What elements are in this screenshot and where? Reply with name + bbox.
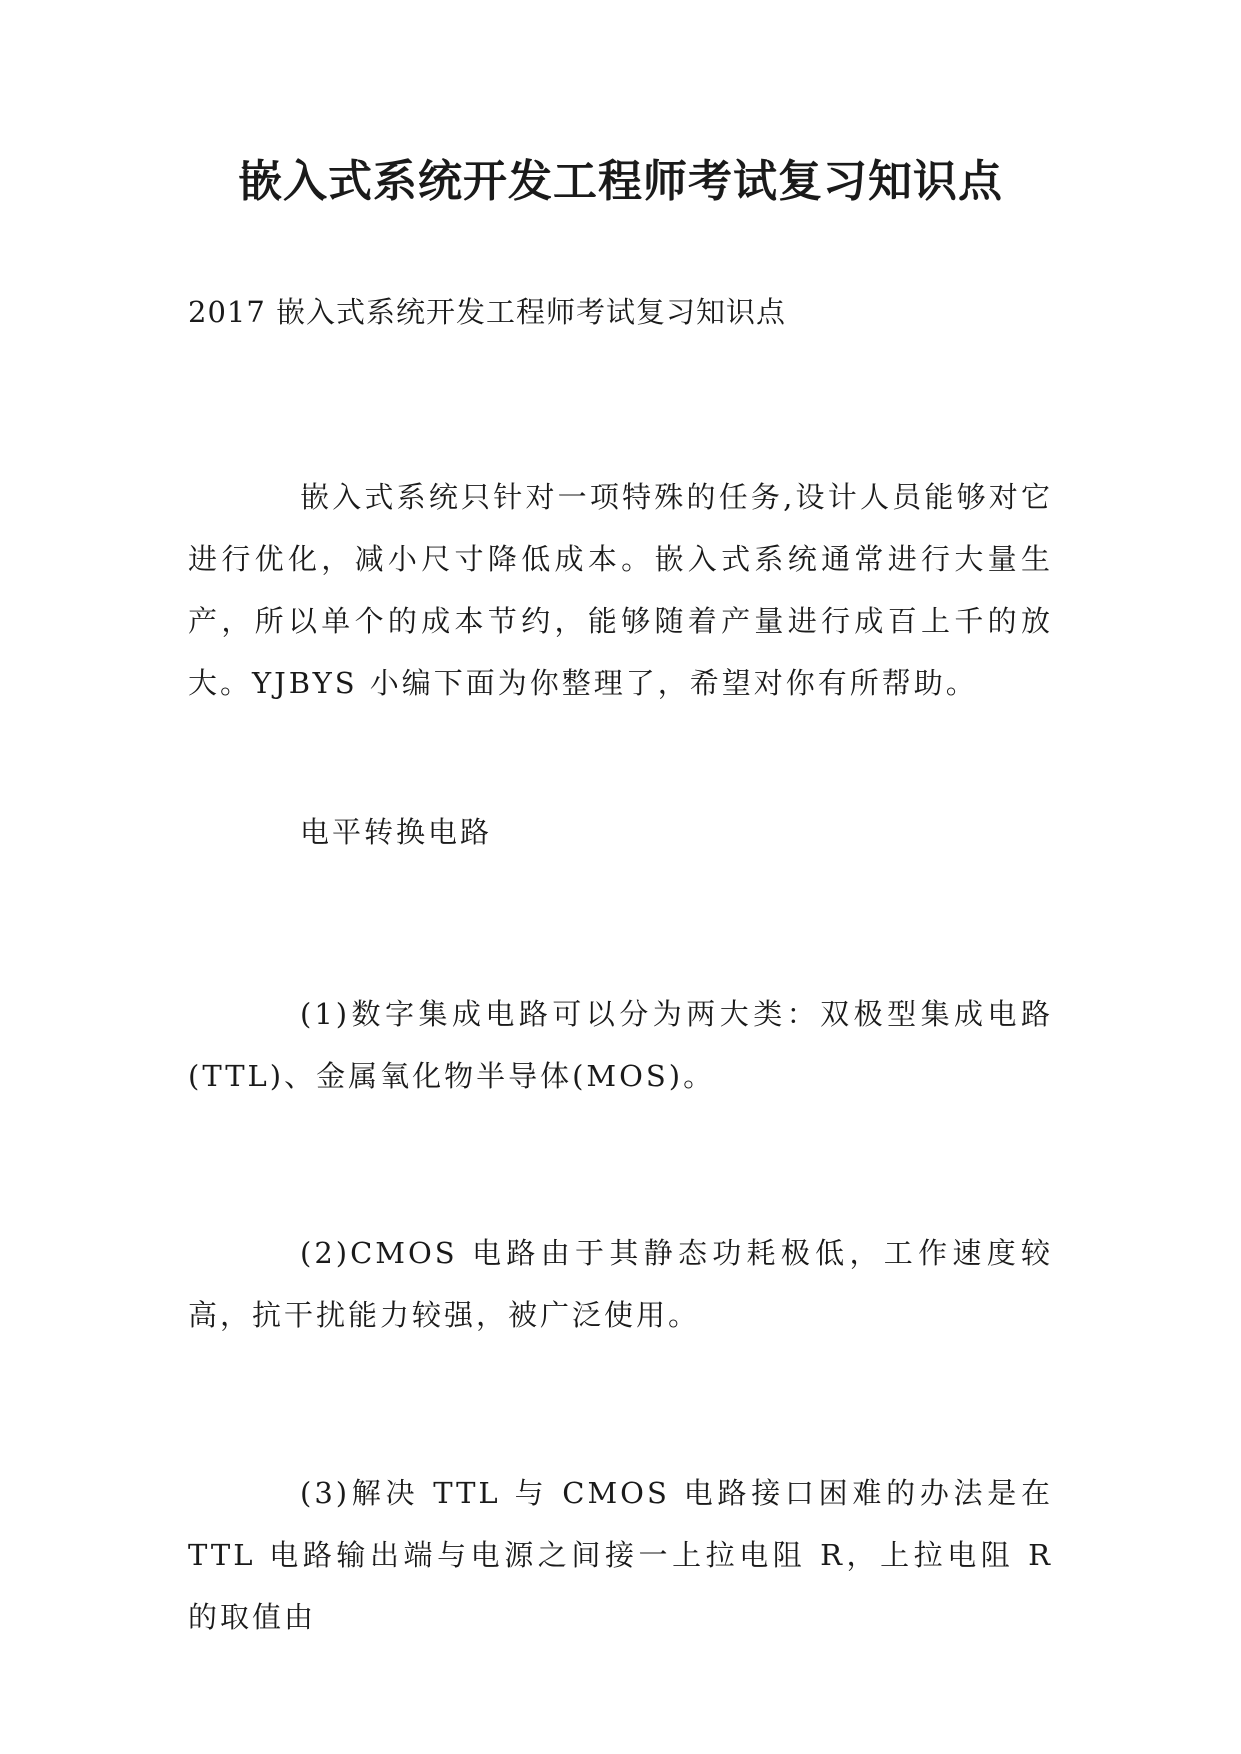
point-paragraph-2: (2)CMOS 电路由于其静态功耗极低，工作速度较高，抗干扰能力较强，被广泛使用。 — [188, 1236, 1053, 1332]
section-heading: 电平转换电路 — [300, 815, 493, 849]
intro-paragraph: 嵌入式系统只针对一项特殊的任务,设计人员能够对它进行优化，减小尺寸降低成本。嵌入式系统通常进行大量生产，所以单个的成本节约，能够随着产量进行成百上千的放大。YJBYS 小编下面为你整理了，希望对你有所帮助。 — [188, 480, 1053, 700]
point-paragraph-1: (1)数字集成电路可以分为两大类：双极型集成电路(TTL)、金属氧化物半导体(MOS)。 — [188, 997, 1053, 1093]
point-paragraph-3: (3)解决 TTL 与 CMOS 电路接口困难的办法是在 TTL 电路输出端与电源之间接一上拉电阻 R，上拉电阻 R 的取值由 — [188, 1476, 1053, 1634]
document-subtitle: 2017 嵌入式系统开发工程师考试复习知识点 — [188, 295, 787, 329]
page-title: 嵌入式系统开发工程师考试复习知识点 — [238, 156, 1003, 207]
